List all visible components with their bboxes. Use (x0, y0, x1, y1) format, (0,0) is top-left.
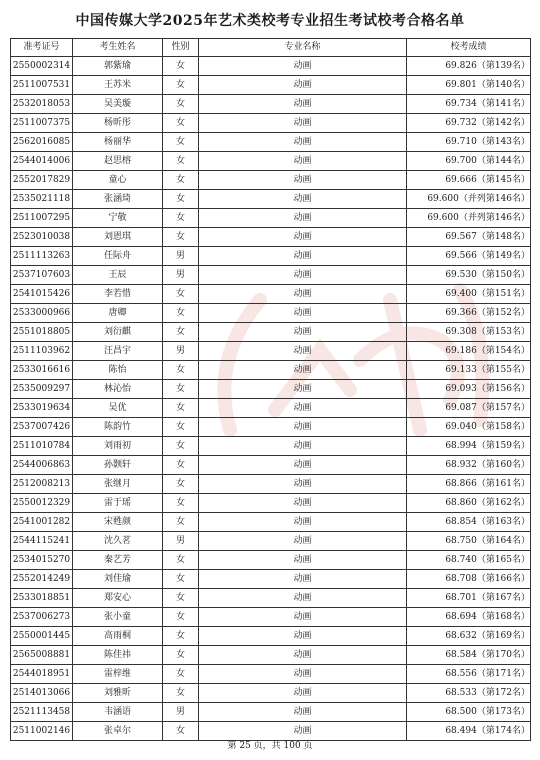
table-row (11, 247, 531, 266)
cell-major: 动画 (199, 418, 407, 437)
cell-sex: 女 (163, 361, 199, 380)
cell-name: 刘恩琪 (73, 228, 163, 247)
cell-exam-id: 2544115241 (11, 532, 73, 551)
cell-name: 雷梓维 (73, 665, 163, 684)
cell-major: 动画 (199, 323, 407, 342)
cell-score: 69.734（第141名） (407, 95, 531, 114)
table-row (11, 57, 531, 76)
cell-sex: 女 (163, 57, 199, 76)
header-name: 考生姓名 (73, 39, 163, 57)
cell-major: 动画 (199, 266, 407, 285)
cell-name: 赵思榕 (73, 152, 163, 171)
cell-score: 69.186（第154名） (407, 342, 531, 361)
cell-major: 动画 (199, 627, 407, 646)
cell-score: 68.854（第163名） (407, 513, 531, 532)
cell-name: 杨丽华 (73, 133, 163, 152)
cell-score: 69.710（第143名） (407, 133, 531, 152)
cell-sex: 女 (163, 228, 199, 247)
table-body (11, 57, 531, 741)
cell-exam-id: 2511007375 (11, 114, 73, 133)
cell-name: 吴优 (73, 399, 163, 418)
cell-name: 汪昌宇 (73, 342, 163, 361)
cell-name: 陈韵竹 (73, 418, 163, 437)
table-row (11, 342, 531, 361)
cell-name: 任际舟 (73, 247, 163, 266)
cell-sex: 女 (163, 380, 199, 399)
cell-sex: 女 (163, 190, 199, 209)
cell-name: 刘雨初 (73, 437, 163, 456)
cell-exam-id: 2544014006 (11, 152, 73, 171)
cell-score: 68.740（第165名） (407, 551, 531, 570)
cell-score: 69.308（第153名） (407, 323, 531, 342)
cell-exam-id: 2532018053 (11, 95, 73, 114)
cell-exam-id: 2550002314 (11, 57, 73, 76)
cell-sex: 女 (163, 646, 199, 665)
cell-major: 动画 (199, 133, 407, 152)
cell-score: 68.701（第167名） (407, 589, 531, 608)
cell-name: 林沁怡 (73, 380, 163, 399)
cell-sex: 女 (163, 418, 199, 437)
cell-sex: 女 (163, 285, 199, 304)
cell-major: 动画 (199, 684, 407, 703)
cell-name: 郭紫瑜 (73, 57, 163, 76)
cell-score: 68.500（第173名） (407, 703, 531, 722)
table-row (11, 456, 531, 475)
header-exam-id: 准考证号 (11, 39, 73, 57)
cell-name: 孙颢轩 (73, 456, 163, 475)
cell-major: 动画 (199, 57, 407, 76)
table-row (11, 152, 531, 171)
cell-exam-id: 2521113458 (11, 703, 73, 722)
cell-major: 动画 (199, 570, 407, 589)
table-row (11, 570, 531, 589)
cell-sex: 女 (163, 114, 199, 133)
cell-score: 68.533（第172名） (407, 684, 531, 703)
cell-exam-id: 2550001445 (11, 627, 73, 646)
cell-exam-id: 2565008881 (11, 646, 73, 665)
cell-major: 动画 (199, 589, 407, 608)
cell-score: 68.860（第162名） (407, 494, 531, 513)
cell-sex: 女 (163, 133, 199, 152)
cell-major: 动画 (199, 114, 407, 133)
cell-score: 69.040（第158名） (407, 418, 531, 437)
cell-score: 69.093（第156名） (407, 380, 531, 399)
cell-name: 王辰 (73, 266, 163, 285)
cell-score: 69.400（第151名） (407, 285, 531, 304)
cell-score: 69.801（第140名） (407, 76, 531, 95)
cell-exam-id: 2552017829 (11, 171, 73, 190)
cell-name: 杨昕彤 (73, 114, 163, 133)
table-row (11, 323, 531, 342)
cell-exam-id: 2511007295 (11, 209, 73, 228)
cell-score: 69.133（第155名） (407, 361, 531, 380)
cell-major: 动画 (199, 152, 407, 171)
table-row (11, 494, 531, 513)
cell-score: 69.566（第149名） (407, 247, 531, 266)
table-row (11, 361, 531, 380)
cell-score: 69.600（并列第146名） (407, 209, 531, 228)
cell-exam-id: 2551018805 (11, 323, 73, 342)
header-sex: 性别 (163, 39, 199, 57)
cell-sex: 女 (163, 437, 199, 456)
page-title: 中国传媒大学2025年艺术类校考专业招生考试校考合格名单 (75, 13, 465, 29)
table-row (11, 285, 531, 304)
cell-exam-id: 2533000966 (11, 304, 73, 323)
cell-name: 王苏米 (73, 76, 163, 95)
cell-major: 动画 (199, 646, 407, 665)
table-row (11, 665, 531, 684)
cell-major: 动画 (199, 190, 407, 209)
table-row (11, 76, 531, 95)
cell-sex: 女 (163, 665, 199, 684)
cell-exam-id: 2511002146 (11, 722, 73, 741)
cell-major: 动画 (199, 532, 407, 551)
cell-sex: 女 (163, 684, 199, 703)
cell-sex: 女 (163, 494, 199, 513)
table-header-row (11, 39, 531, 57)
cell-exam-id: 2537006273 (11, 608, 73, 627)
table-row (11, 171, 531, 190)
cell-name: 高雨桐 (73, 627, 163, 646)
cell-sex: 女 (163, 304, 199, 323)
cell-exam-id: 2533018851 (11, 589, 73, 608)
cell-sex: 女 (163, 627, 199, 646)
table-row (11, 266, 531, 285)
cell-major: 动画 (199, 437, 407, 456)
cell-major: 动画 (199, 456, 407, 475)
cell-exam-id: 2511113263 (11, 247, 73, 266)
cell-sex: 女 (163, 76, 199, 95)
cell-score: 68.708（第166名） (407, 570, 531, 589)
cell-sex: 女 (163, 399, 199, 418)
cell-major: 动画 (199, 95, 407, 114)
cell-score: 69.087（第157名） (407, 399, 531, 418)
table-row (11, 513, 531, 532)
cell-major: 动画 (199, 399, 407, 418)
cell-sex: 男 (163, 342, 199, 361)
cell-exam-id: 2552014249 (11, 570, 73, 589)
table-row (11, 627, 531, 646)
cell-name: 童心 (73, 171, 163, 190)
cell-exam-id: 2511010784 (11, 437, 73, 456)
cell-exam-id: 2535021118 (11, 190, 73, 209)
cell-exam-id: 2541015426 (11, 285, 73, 304)
cell-major: 动画 (199, 247, 407, 266)
table-row (11, 418, 531, 437)
table-row (11, 209, 531, 228)
cell-sex: 女 (163, 95, 199, 114)
table-row (11, 551, 531, 570)
cell-name: 秦艺芳 (73, 551, 163, 570)
cell-major: 动画 (199, 475, 407, 494)
cell-name: 唐卿 (73, 304, 163, 323)
cell-major: 动画 (199, 76, 407, 95)
cell-exam-id: 2533019634 (11, 399, 73, 418)
cell-score: 69.826（第139名） (407, 57, 531, 76)
cell-major: 动画 (199, 209, 407, 228)
cell-score: 69.666（第145名） (407, 171, 531, 190)
cell-name: 宋甦颜 (73, 513, 163, 532)
cell-exam-id: 2511103962 (11, 342, 73, 361)
table-row (11, 304, 531, 323)
table-row (11, 133, 531, 152)
cell-name: 张继月 (73, 475, 163, 494)
cell-name: 张小童 (73, 608, 163, 627)
cell-name: 陈怡 (73, 361, 163, 380)
cell-name: 刘雅昕 (73, 684, 163, 703)
cell-major: 动画 (199, 494, 407, 513)
cell-name: 韦涵语 (73, 703, 163, 722)
cell-major: 动画 (199, 228, 407, 247)
cell-major: 动画 (199, 551, 407, 570)
cell-exam-id: 2550012329 (11, 494, 73, 513)
admission-table (10, 38, 531, 741)
cell-exam-id: 2511007531 (11, 76, 73, 95)
table-row (11, 437, 531, 456)
cell-name: 张卓尔 (73, 722, 163, 741)
cell-score: 68.494（第174名） (407, 722, 531, 741)
cell-name: 宁敬 (73, 209, 163, 228)
cell-exam-id: 2544018951 (11, 665, 73, 684)
cell-exam-id: 2537107603 (11, 266, 73, 285)
cell-sex: 男 (163, 532, 199, 551)
cell-exam-id: 2537007426 (11, 418, 73, 437)
header-major: 专业名称 (199, 39, 407, 57)
header-score: 校考成绩 (407, 39, 531, 57)
cell-score: 69.530（第150名） (407, 266, 531, 285)
cell-score: 69.700（第144名） (407, 152, 531, 171)
cell-major: 动画 (199, 304, 407, 323)
cell-score: 68.994（第159名） (407, 437, 531, 456)
page-footer: 第 25 页，共 100 页 (227, 741, 313, 751)
cell-score: 68.584（第170名） (407, 646, 531, 665)
cell-score: 68.866（第161名） (407, 475, 531, 494)
cell-major: 动画 (199, 361, 407, 380)
table-row (11, 646, 531, 665)
cell-sex: 女 (163, 570, 199, 589)
cell-name: 雷于瑶 (73, 494, 163, 513)
cell-exam-id: 2541001282 (11, 513, 73, 532)
cell-exam-id: 2562016085 (11, 133, 73, 152)
cell-exam-id: 2534015270 (11, 551, 73, 570)
cell-score: 68.632（第169名） (407, 627, 531, 646)
table-row (11, 190, 531, 209)
cell-score: 68.556（第171名） (407, 665, 531, 684)
table-row (11, 532, 531, 551)
table-row (11, 684, 531, 703)
cell-name: 刘佳瑜 (73, 570, 163, 589)
table-row (11, 703, 531, 722)
cell-sex: 女 (163, 171, 199, 190)
table-row (11, 399, 531, 418)
cell-score: 69.567（第148名） (407, 228, 531, 247)
cell-score: 69.366（第152名） (407, 304, 531, 323)
cell-sex: 女 (163, 722, 199, 741)
table-row (11, 114, 531, 133)
cell-name: 陈佳祎 (73, 646, 163, 665)
cell-score: 68.932（第160名） (407, 456, 531, 475)
cell-score: 69.732（第142名） (407, 114, 531, 133)
cell-sex: 男 (163, 703, 199, 722)
cell-name: 吴美璇 (73, 95, 163, 114)
table-row (11, 475, 531, 494)
table-row (11, 95, 531, 114)
cell-name: 沈久茗 (73, 532, 163, 551)
cell-major: 动画 (199, 171, 407, 190)
cell-exam-id: 2533016616 (11, 361, 73, 380)
cell-sex: 男 (163, 247, 199, 266)
cell-major: 动画 (199, 342, 407, 361)
cell-exam-id: 2512008213 (11, 475, 73, 494)
cell-name: 刘衍麒 (73, 323, 163, 342)
cell-name: 张涵琦 (73, 190, 163, 209)
cell-sex: 男 (163, 266, 199, 285)
table-row (11, 589, 531, 608)
cell-exam-id: 2514013066 (11, 684, 73, 703)
cell-major: 动画 (199, 703, 407, 722)
cell-exam-id: 2535009297 (11, 380, 73, 399)
cell-sex: 女 (163, 589, 199, 608)
cell-major: 动画 (199, 285, 407, 304)
cell-major: 动画 (199, 608, 407, 627)
cell-exam-id: 2544006863 (11, 456, 73, 475)
cell-major: 动画 (199, 380, 407, 399)
cell-sex: 女 (163, 323, 199, 342)
cell-major: 动画 (199, 513, 407, 532)
cell-sex: 女 (163, 209, 199, 228)
cell-sex: 女 (163, 608, 199, 627)
cell-sex: 女 (163, 456, 199, 475)
cell-name: 李若惜 (73, 285, 163, 304)
cell-exam-id: 2523010038 (11, 228, 73, 247)
cell-score: 68.750（第164名） (407, 532, 531, 551)
table-row (11, 228, 531, 247)
cell-sex: 女 (163, 475, 199, 494)
cell-score: 68.694（第168名） (407, 608, 531, 627)
cell-major: 动画 (199, 665, 407, 684)
cell-major: 动画 (199, 722, 407, 741)
cell-sex: 女 (163, 513, 199, 532)
table-row (11, 608, 531, 627)
cell-sex: 女 (163, 152, 199, 171)
cell-score: 69.600（并列第146名） (407, 190, 531, 209)
cell-sex: 女 (163, 551, 199, 570)
cell-name: 郑安心 (73, 589, 163, 608)
table-row (11, 380, 531, 399)
